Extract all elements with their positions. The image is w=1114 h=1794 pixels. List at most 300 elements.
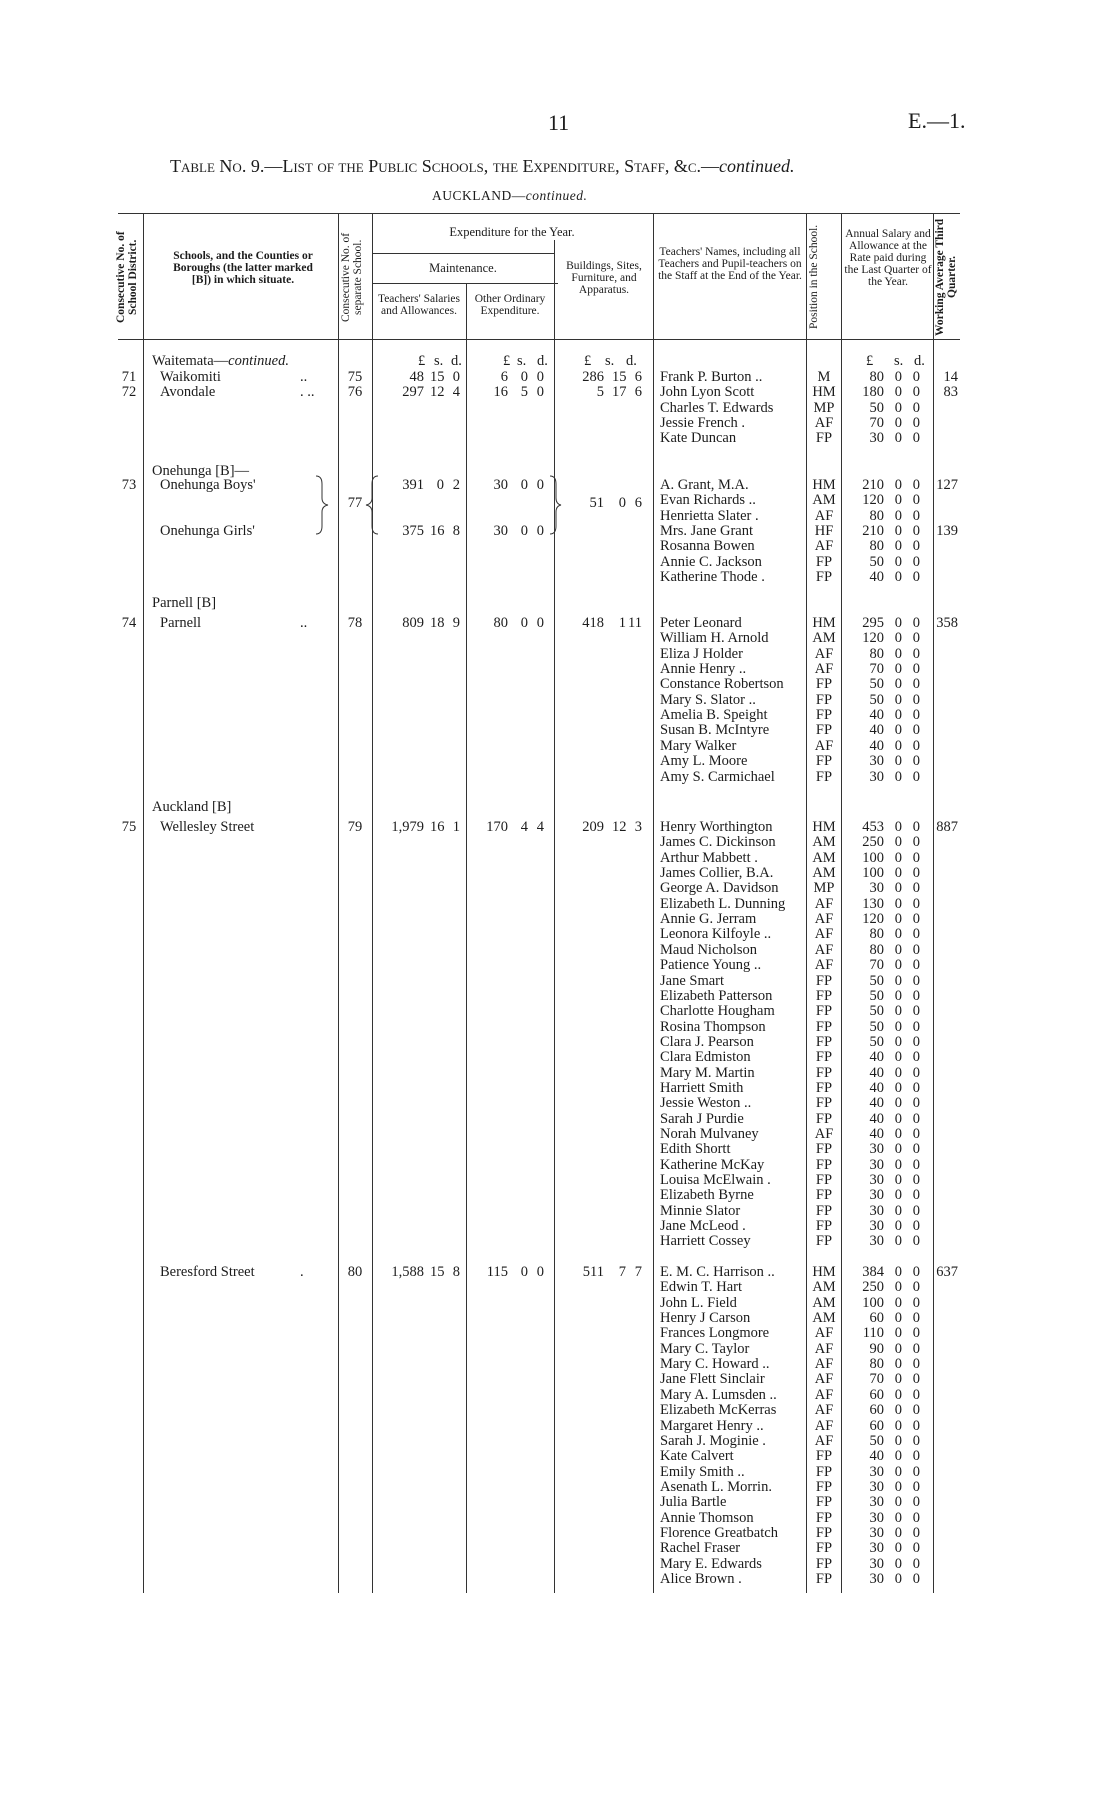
bld-pence: 6 <box>634 369 642 385</box>
salary-pounds: 90 <box>869 1341 884 1357</box>
salary-pence: 0 <box>912 1034 920 1050</box>
salary-pence: 0 <box>912 1080 920 1096</box>
salary-pounds: 30 <box>869 1233 884 1249</box>
teacher-position: FP <box>815 988 833 1004</box>
salary-pence: 0 <box>912 1218 920 1234</box>
oth-shillings: 4 <box>520 819 528 835</box>
salary-pence: 0 <box>912 738 920 754</box>
leader-dots: .. <box>300 615 308 631</box>
salary-pounds: 40 <box>869 1095 884 1111</box>
salary-pounds: 250 <box>862 834 884 850</box>
teacher-position: FP <box>815 1003 833 1019</box>
salary-pence: 0 <box>912 1095 920 1111</box>
salary-pounds: 295 <box>862 615 884 631</box>
salary-shillings: 0 <box>894 738 902 754</box>
teacher-position: AM <box>812 850 836 866</box>
teacher-name: Leonora Kilfoyle .. <box>660 926 772 942</box>
bld-pounds: 286 <box>582 369 604 385</box>
teacher-position: FP <box>815 769 833 785</box>
school-number: 79 <box>347 819 363 835</box>
salary-shillings: 0 <box>894 1325 902 1341</box>
salary-pence: 0 <box>912 538 920 554</box>
teacher-position: MP <box>813 400 835 416</box>
salary-pence: 0 <box>912 896 920 912</box>
teacher-position: FP <box>815 1464 833 1480</box>
teacher-position: FP <box>815 973 833 989</box>
salary-pounds: 50 <box>869 692 884 708</box>
salary-pence: 0 <box>912 1187 920 1203</box>
teacher-name: Charles T. Edwards <box>660 400 774 416</box>
bld-pence: 6 <box>634 384 642 400</box>
oth-shillings: 0 <box>520 369 528 385</box>
salary-shillings: 0 <box>894 1341 902 1357</box>
bld-shillings: 7 <box>618 1264 626 1280</box>
sal-pence: 2 <box>452 477 460 493</box>
teacher-position: FP <box>815 1065 833 1081</box>
working-average: 887 <box>936 819 958 835</box>
teacher-name: Charlotte Hougham <box>660 1003 775 1019</box>
salary-pounds: 30 <box>869 1157 884 1173</box>
salary-shillings: 0 <box>894 430 902 446</box>
salary-pounds: 120 <box>862 630 884 646</box>
salary-pence: 0 <box>912 1141 920 1157</box>
salary-pence: 0 <box>912 911 920 927</box>
teacher-name: Henry J Carson <box>660 1310 751 1326</box>
teacher-position: AF <box>814 911 834 927</box>
salary-pounds: 40 <box>869 1448 884 1464</box>
sal-shillings: 0 <box>436 477 444 493</box>
teacher-name: Elizabeth L. Dunning <box>660 896 786 912</box>
salary-pounds: 50 <box>869 1003 884 1019</box>
district-number: 73 <box>121 477 137 493</box>
teacher-position: FP <box>815 707 833 723</box>
teacher-name: Edwin T. Hart <box>660 1279 743 1295</box>
salary-pounds: 50 <box>869 988 884 1004</box>
oth-pence: 0 <box>536 615 544 631</box>
salary-pounds: 40 <box>869 1080 884 1096</box>
salary-pence: 0 <box>912 692 920 708</box>
teacher-name: James Collier, B.A. <box>660 865 774 881</box>
salary-pounds: 180 <box>862 384 884 400</box>
oth-pounds: 30 <box>493 523 508 539</box>
teacher-position: FP <box>815 1141 833 1157</box>
sal-pounds: 1,588 <box>391 1264 424 1280</box>
teacher-position: FP <box>815 1034 833 1050</box>
teacher-position: AF <box>814 1371 834 1387</box>
school-name: Avondale <box>160 384 216 400</box>
salary-pence: 0 <box>912 926 920 942</box>
teacher-name: Mary C. Taylor <box>660 1341 750 1357</box>
section-parnell: Parnell [B] <box>152 595 217 611</box>
salary-pence: 0 <box>912 384 920 400</box>
salary-shillings: 0 <box>894 1371 902 1387</box>
district-number: 72 <box>121 384 137 400</box>
salary-shillings: 0 <box>894 1264 902 1280</box>
teacher-position: AF <box>814 957 834 973</box>
teacher-name: Sarah J Purdie <box>660 1111 744 1127</box>
salary-shillings: 0 <box>894 988 902 1004</box>
salary-pounds: 80 <box>869 646 884 662</box>
salary-pounds: 30 <box>869 1464 884 1480</box>
teacher-position: AF <box>814 1418 834 1434</box>
salary-pence: 0 <box>912 1295 920 1311</box>
teacher-position: FP <box>815 569 833 585</box>
unit-shillings: s. <box>605 353 615 369</box>
bld-pence: 11 <box>628 615 642 631</box>
salary-shillings: 0 <box>894 1065 902 1081</box>
salary-pence: 0 <box>912 630 920 646</box>
sal-shillings: 18 <box>430 615 445 631</box>
salary-pounds: 80 <box>869 538 884 554</box>
salary-pence: 0 <box>912 753 920 769</box>
teacher-position: HM <box>812 819 836 835</box>
teacher-position: FP <box>815 1556 833 1572</box>
salary-pence: 0 <box>912 1402 920 1418</box>
leader-dots: .. <box>300 369 308 385</box>
teacher-name: George A. Davidson <box>660 880 779 896</box>
unit-pounds: £ <box>584 353 592 369</box>
salary-pence: 0 <box>912 492 920 508</box>
bld-shillings: 15 <box>612 369 627 385</box>
header-school-no: Consecutive No. of separate School. <box>340 232 364 322</box>
oth-pounds: 170 <box>486 819 508 835</box>
bld-pounds: 511 <box>582 1264 604 1280</box>
salary-pounds: 40 <box>869 738 884 754</box>
salary-pounds: 110 <box>862 1325 884 1341</box>
teacher-position: FP <box>815 1157 833 1173</box>
salary-pounds: 50 <box>869 1433 884 1449</box>
teacher-name: Harriett Smith <box>660 1080 744 1096</box>
salary-pounds: 30 <box>869 1479 884 1495</box>
teacher-position: FP <box>815 1218 833 1234</box>
salary-shillings: 0 <box>894 569 902 585</box>
teacher-name: Evan Richards .. <box>660 492 756 508</box>
salary-pence: 0 <box>912 1126 920 1142</box>
salary-pounds: 60 <box>869 1387 884 1403</box>
salary-shillings: 0 <box>894 415 902 431</box>
salary-pounds: 130 <box>862 896 884 912</box>
salary-shillings: 0 <box>894 1003 902 1019</box>
salary-pence: 0 <box>912 1172 920 1188</box>
salary-pounds: 30 <box>869 880 884 896</box>
teacher-name: Jane Smart <box>660 973 725 989</box>
teacher-name: Clara Edmiston <box>660 1049 751 1065</box>
teacher-position: FP <box>815 692 833 708</box>
salary-pence: 0 <box>912 1065 920 1081</box>
teacher-position: AF <box>814 661 834 677</box>
salary-shillings: 0 <box>894 554 902 570</box>
working-average: 14 <box>943 369 958 385</box>
salary-pounds: 60 <box>869 1418 884 1434</box>
sal-pounds: 297 <box>402 384 424 400</box>
teacher-position: AM <box>812 1310 836 1326</box>
teacher-name: A. Grant, M.A. <box>660 477 749 493</box>
subtitle-region: AUCKLAND— <box>432 188 526 203</box>
teacher-name: Asenath L. Morrin. <box>660 1479 772 1495</box>
salary-pounds: 120 <box>862 911 884 927</box>
teacher-position: AF <box>814 1387 834 1403</box>
salary-pounds: 30 <box>869 1141 884 1157</box>
teacher-name: Elizabeth Patterson <box>660 988 773 1004</box>
teacher-name: William H. Arnold <box>660 630 769 646</box>
salary-shillings: 0 <box>894 1479 902 1495</box>
salary-pence: 0 <box>912 1049 920 1065</box>
salary-pence: 0 <box>912 477 920 493</box>
sal-pounds: 809 <box>402 615 424 631</box>
school-number: 78 <box>347 615 363 631</box>
teacher-name: John Lyon Scott <box>660 384 755 400</box>
salary-pounds: 30 <box>869 1556 884 1572</box>
teacher-name: Maud Nicholson <box>660 942 758 958</box>
teacher-name: Jessie French . <box>660 415 745 431</box>
salary-pounds: 70 <box>869 661 884 677</box>
salary-shillings: 0 <box>894 1095 902 1111</box>
unit-pounds: £ <box>503 353 511 369</box>
oth-pounds: 16 <box>493 384 508 400</box>
salary-pounds: 30 <box>869 1187 884 1203</box>
teacher-position: FP <box>815 1080 833 1096</box>
header-position: Position in the School. <box>808 224 820 330</box>
salary-pence: 0 <box>912 1371 920 1387</box>
salary-pence: 0 <box>912 1387 920 1403</box>
teacher-position: FP <box>815 1172 833 1188</box>
header-schools: Schools, and the Counties or Boroughs (the latter marked [B]) in which situate. <box>173 250 313 286</box>
salary-pounds: 70 <box>869 415 884 431</box>
header-expenditure: Expenditure for the Year. <box>449 225 575 239</box>
teacher-position: FP <box>815 1049 833 1065</box>
salary-pence: 0 <box>912 942 920 958</box>
teacher-position: FP <box>815 1510 833 1526</box>
school-name: Wellesley Street <box>160 819 255 835</box>
oth-pence: 0 <box>536 477 544 493</box>
table-subtitle <box>432 188 587 204</box>
teacher-name: Kate Duncan <box>660 430 737 446</box>
section-onehunga: Onehunga [B]— <box>152 463 250 479</box>
salary-shillings: 0 <box>894 1172 902 1188</box>
school-name: Beresford Street <box>160 1264 255 1280</box>
salary-shillings: 0 <box>894 1402 902 1418</box>
unit-pence: d. <box>537 353 548 369</box>
bld-shillings: 17 <box>612 384 627 400</box>
teacher-name: Rosanna Bowen <box>660 538 755 554</box>
salary-pence: 0 <box>912 819 920 835</box>
salary-shillings: 0 <box>894 753 902 769</box>
salary-pence: 0 <box>912 523 920 539</box>
salary-shillings: 0 <box>894 400 902 416</box>
working-average: 127 <box>936 477 958 493</box>
page-number: 11 <box>548 110 570 135</box>
teacher-name: Kate Calvert <box>660 1448 734 1464</box>
teacher-position: FP <box>815 1111 833 1127</box>
salary-shillings: 0 <box>894 615 902 631</box>
teacher-name: Arthur Mabbett . <box>660 850 758 866</box>
salary-pounds: 30 <box>869 753 884 769</box>
header-buildings: Buildings, Sites, Furniture, and Apparatus. <box>566 260 642 296</box>
oth-shillings: 0 <box>520 1264 528 1280</box>
teacher-name: Susan B. McIntyre <box>660 722 770 738</box>
teacher-name: Annie G. Jerram <box>660 911 757 927</box>
unit-shillings: s. <box>894 353 904 369</box>
salary-pounds: 30 <box>869 1218 884 1234</box>
unit-shillings: s. <box>517 353 527 369</box>
teacher-position: AM <box>812 865 836 881</box>
teacher-position: M <box>817 369 831 385</box>
salary-pounds: 30 <box>869 769 884 785</box>
working-average: 139 <box>936 523 958 539</box>
school-name: Waikomiti <box>160 369 221 385</box>
salary-shillings: 0 <box>894 1464 902 1480</box>
leader-dots: . .. <box>300 384 315 400</box>
salary-pence: 0 <box>912 957 920 973</box>
salary-pence: 0 <box>912 850 920 866</box>
school-name: Onehunga Boys' <box>160 477 256 493</box>
salary-shillings: 0 <box>894 1433 902 1449</box>
header-average: Working Average Third Quarter. <box>934 218 958 336</box>
salary-shillings: 0 <box>894 508 902 524</box>
teacher-name: Mary A. Lumsden .. <box>660 1387 777 1403</box>
salary-pounds: 70 <box>869 957 884 973</box>
teacher-position: FP <box>815 1187 833 1203</box>
teacher-position: AF <box>814 1402 834 1418</box>
salary-shillings: 0 <box>894 1510 902 1526</box>
salary-shillings: 0 <box>894 676 902 692</box>
subtitle-cont: continued. <box>525 188 588 203</box>
salary-pounds: 30 <box>869 1525 884 1541</box>
sal-pounds: 1,979 <box>391 819 424 835</box>
salary-pounds: 80 <box>869 1356 884 1372</box>
salary-pence: 0 <box>912 880 920 896</box>
teacher-name: Annie C. Jackson <box>660 554 762 570</box>
salary-pence: 0 <box>912 1464 920 1480</box>
working-average: 358 <box>936 615 958 631</box>
salary-pence: 0 <box>912 369 920 385</box>
section-waitemata: Waitemata—continued. <box>152 353 289 369</box>
sal-shillings: 15 <box>430 1264 445 1280</box>
teacher-position: FP <box>815 1479 833 1495</box>
bld-pence: 6 <box>634 495 642 511</box>
bld-pounds: 5 <box>596 384 604 400</box>
sal-pence: 8 <box>452 1264 460 1280</box>
teacher-position: FP <box>815 1494 833 1510</box>
teacher-name: Louisa McElwain . <box>660 1172 771 1188</box>
salary-shillings: 0 <box>894 911 902 927</box>
sal-shillings: 15 <box>430 369 445 385</box>
salary-pence: 0 <box>912 1356 920 1372</box>
district-number: 74 <box>121 615 137 631</box>
sal-pence: 4 <box>452 384 460 400</box>
teacher-name: Constance Robertson <box>660 676 784 692</box>
salary-pounds: 40 <box>869 1065 884 1081</box>
salary-pounds: 30 <box>869 1203 884 1219</box>
teacher-position: AM <box>812 834 836 850</box>
teacher-position: HM <box>812 477 836 493</box>
unit-pounds: £ <box>866 353 874 369</box>
teacher-name: Rachel Fraser <box>660 1540 741 1556</box>
salary-shillings: 0 <box>894 1295 902 1311</box>
salary-shillings: 0 <box>894 850 902 866</box>
teacher-position: AM <box>812 492 836 508</box>
teacher-name: E. M. C. Harrison .. <box>660 1264 775 1280</box>
salary-pounds: 60 <box>869 1310 884 1326</box>
table-title-cont: continued. <box>719 156 795 176</box>
oth-shillings: 0 <box>520 523 528 539</box>
teacher-name: Elizabeth McKerras <box>660 1402 777 1418</box>
teacher-position: FP <box>815 753 833 769</box>
teacher-name: Mary M. Martin <box>660 1065 755 1081</box>
salary-shillings: 0 <box>894 1448 902 1464</box>
salary-pence: 0 <box>912 1233 920 1249</box>
school-number: 77 <box>347 495 363 511</box>
salary-pence: 0 <box>912 554 920 570</box>
teacher-name: Clara J. Pearson <box>660 1034 754 1050</box>
sal-shillings: 16 <box>430 523 445 539</box>
teacher-position: AF <box>814 1126 834 1142</box>
teacher-position: AF <box>814 646 834 662</box>
salary-shillings: 0 <box>894 1571 902 1587</box>
salary-pounds: 50 <box>869 400 884 416</box>
salary-pounds: 30 <box>869 1571 884 1587</box>
teacher-position: FP <box>815 1019 833 1035</box>
teacher-position: FP <box>815 1233 833 1249</box>
bld-pounds: 418 <box>582 615 604 631</box>
salary-shillings: 0 <box>894 1279 902 1295</box>
salary-pence: 0 <box>912 1019 920 1035</box>
teacher-position: AM <box>812 630 836 646</box>
page-code: E.—1. <box>908 108 966 133</box>
bld-pence: 7 <box>634 1264 642 1280</box>
salary-shillings: 0 <box>894 722 902 738</box>
school-name: Onehunga Girls' <box>160 523 255 539</box>
salary-pounds: 30 <box>869 1494 884 1510</box>
salary-pence: 0 <box>912 1325 920 1341</box>
teacher-name: Annie Henry .. <box>660 661 747 677</box>
salary-shillings: 0 <box>894 1233 902 1249</box>
teacher-name: Emily Smith .. <box>660 1464 745 1480</box>
salary-pounds: 30 <box>869 1540 884 1556</box>
oth-pence: 4 <box>536 819 544 835</box>
oth-pence: 0 <box>536 1264 544 1280</box>
bld-shillings: 1 <box>618 615 626 631</box>
teacher-position: HF <box>814 523 834 539</box>
salary-shillings: 0 <box>894 769 902 785</box>
salary-pence: 0 <box>912 834 920 850</box>
salary-pence: 0 <box>912 1540 920 1556</box>
unit-pence: d. <box>451 353 462 369</box>
teacher-position: AF <box>814 508 834 524</box>
teacher-name: Jane Flett Sinclair <box>660 1371 765 1387</box>
salary-pounds: 100 <box>862 865 884 881</box>
teacher-position: FP <box>815 430 833 446</box>
salary-pence: 0 <box>912 1264 920 1280</box>
salary-shillings: 0 <box>894 1556 902 1572</box>
teacher-name: John L. Field <box>660 1295 737 1311</box>
teacher-position: FP <box>815 1448 833 1464</box>
teacher-name: Amy S. Carmichael <box>660 769 775 785</box>
salary-pence: 0 <box>912 615 920 631</box>
salary-pence: 0 <box>912 1571 920 1587</box>
salary-shillings: 0 <box>894 1034 902 1050</box>
teacher-position: FP <box>815 1540 833 1556</box>
salary-pounds: 50 <box>869 1019 884 1035</box>
oth-pounds: 30 <box>493 477 508 493</box>
salary-shillings: 0 <box>894 896 902 912</box>
salary-shillings: 0 <box>894 1310 902 1326</box>
salary-pence: 0 <box>912 1157 920 1173</box>
salary-shillings: 0 <box>894 1387 902 1403</box>
salary-pounds: 453 <box>862 819 884 835</box>
teacher-name: Jane McLeod . <box>660 1218 746 1234</box>
teacher-name: Eliza J Holder <box>660 646 743 662</box>
